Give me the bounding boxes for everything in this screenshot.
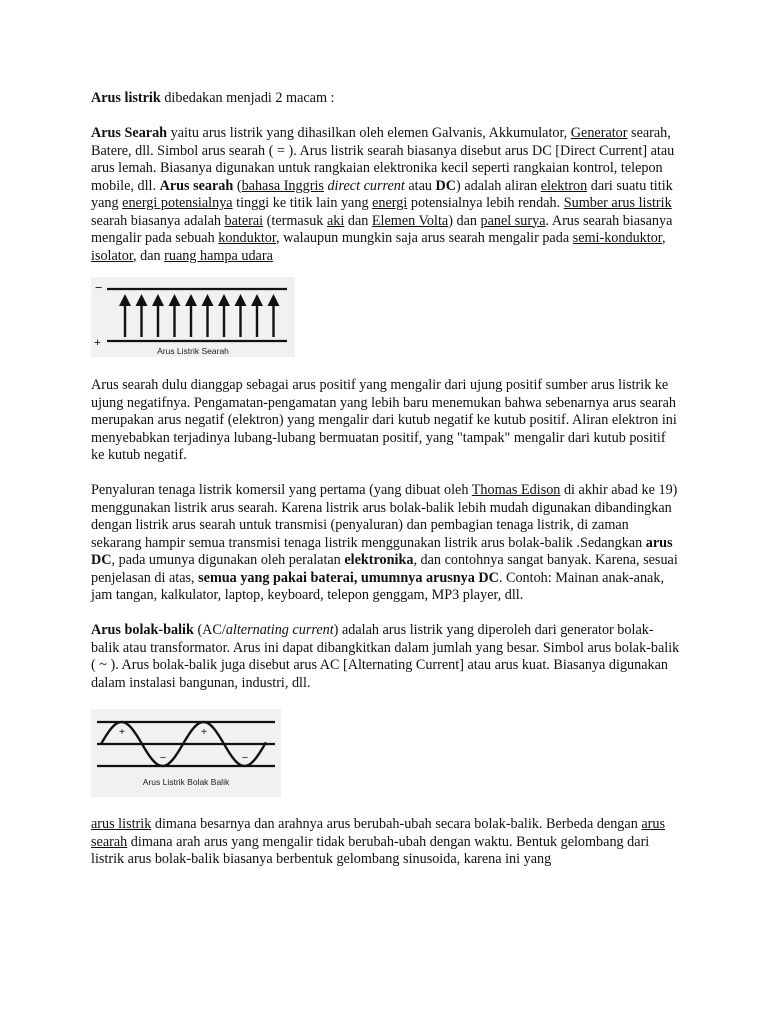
link-ruang-hampa-udara[interactable]: ruang hampa udara: [164, 247, 273, 264]
dc-plus-sign: +: [94, 335, 101, 349]
link-arus-listrik[interactable]: arus listrik: [91, 816, 152, 832]
figure-arus-listrik-searah: [91, 277, 295, 357]
paragraph-penyaluran: Penyaluran tenaga listrik komersil yang pertama (yang dibuat oleh Thomas Edison di akhir abad ke 19) menggunakan listrik arus searah. Karena listrik arus bolak-balik lebih mudah digunakan dibandingkan dengan listrik arus searah untuk transmisi (penyaluran) dan pembagian tenaga listrik, di zaman sekarang hampir semua transmisi tenaga listrik menggunakan listrik arus bolak-balik .Sedangkan arus DC, pada umunya digunakan oleh peralatan elektronika, dan contohnya sangat banyak. Karena, sesuai penjelasan di atas, semua yang pakai baterai, umumnya arusnya DC. Contoh: Mainan anak-anak, jam tangan, kalkulator, laptop, keyboard, telepon genggam, MP3 player, dll.: [91, 482, 678, 603]
link-aki[interactable]: aki: [326, 212, 345, 229]
dc-minus-sign: −: [95, 280, 103, 295]
link-isolator[interactable]: isolator: [91, 247, 133, 264]
document-page: [91, 90, 681, 869]
paragraph-arus-searah-history: Arus searah dulu dianggap sebagai arus positif yang mengalir dari ujung positif sumber arus listrik ke ujung negatifnya. Pengamatan-pengamatan yang lebih baru menemukan bahwa sebenarnya arus searah merupakan arus negatif (elektron) yang mengalir dari kutub negatif ke kutub positif. Aliran elektron ini menyebabkan terjadinya lubang-lubang bermuatan positif, yang "tampak" mengalir dari kutub positif ke kutub negatif.: [91, 377, 677, 463]
link-elemen-volta[interactable]: Elemen Volta: [371, 212, 449, 229]
ac-diagram: [91, 709, 281, 797]
link-sumber-arus-listrik[interactable]: Sumber arus listrik: [563, 195, 672, 211]
figure-arus-listrik-bolak-balik: [91, 709, 281, 797]
term-arus-listrik: Arus listrik: [91, 90, 161, 106]
link-arus-searah[interactable]: arus searah: [91, 816, 665, 850]
ac-minus-sign-1: −: [159, 752, 167, 764]
link-elektron[interactable]: elektron: [540, 177, 588, 194]
paragraph-arus-bolak-balik: Arus bolak-balik (AC/alternating current) adalah arus listrik yang diperoleh dari generator bolak-balik atau transformator. Arus ini dapat dibangkitkan dalam jumlah yang besar. Simbol arus bolak-balik ( ~ ). Arus bolak-balik juga disebut arus AC [Alternating Current] atau arus kuat. Biasanya digunakan dalam instalasi bangunan, industri, dll.: [91, 622, 680, 691]
link-baterai[interactable]: baterai: [224, 212, 264, 229]
term-arus-bolak-balik: Arus bolak-balik: [91, 622, 194, 638]
link-bahasa-inggris[interactable]: bahasa Inggris: [241, 177, 324, 194]
dc-diagram: [91, 277, 295, 357]
link-energi[interactable]: energi: [372, 195, 408, 211]
term-arus-searah: Arus Searah: [91, 125, 168, 141]
ac-plus-sign-2: +: [200, 726, 208, 738]
ac-figure-label: Arus Listrik Bolak Balik: [142, 777, 230, 787]
paragraph-arus-searah: Arus Searah yaitu arus listrik yang dihasilkan oleh elemen Galvanis, Akkumulator, Generator searah, Batere, dll. Simbol arus searah ( = ). Arus listrik searah biasanya disebut arus DC [Direct Current] atau arus lemah. Biasanya digunakan untuk rangkaian elektronika kecil seperti rangkaian kontrol, telepon mobile, dll. Arus searah (bahasa Inggris direct current atau DC) adalah aliran elektron dari suatu titik yang energi potensialnya tinggi ke titik lain yang energi potensialnya lebih rendah. Sumber arus listrik searah biasanya adalah baterai (termasuk aki dan Elemen Volta) dan panel surya. Arus searah biasanya mengalir pada sebuah konduktor, walaupun mungkin saja arus searah mengalir pada semi-konduktor, isolator, dan ruang hampa udara: [91, 125, 675, 264]
ac-plus-sign-1: +: [118, 726, 126, 738]
paragraph-definisi-ac: arus listrik dimana besarnya dan arahnya arus berubah-ubah secara bolak-balik. Berbeda dengan arus searah dimana arah arus yang mengalir tidak berubah-ubah dengan waktu. Bentuk gelombang dari listrik arus bolak-balik biasanya berbentuk gelombang sinusoida, karena ini yang: [91, 816, 665, 867]
link-thomas-edison[interactable]: Thomas Edison: [471, 482, 561, 498]
link-generator[interactable]: Generator: [570, 125, 628, 141]
link-energi-potensialnya[interactable]: energi potensialnya: [122, 195, 233, 211]
link-semi-konduktor[interactable]: semi-konduktor: [572, 230, 662, 246]
dc-figure-label: Arus Listrik Searah: [157, 346, 229, 356]
link-panel-surya[interactable]: panel surya: [480, 212, 546, 229]
link-konduktor[interactable]: konduktor: [218, 230, 277, 246]
paragraph-intro: Arus listrik dibedakan menjadi 2 macam :: [91, 90, 335, 106]
ac-minus-sign-2: −: [241, 752, 249, 764]
